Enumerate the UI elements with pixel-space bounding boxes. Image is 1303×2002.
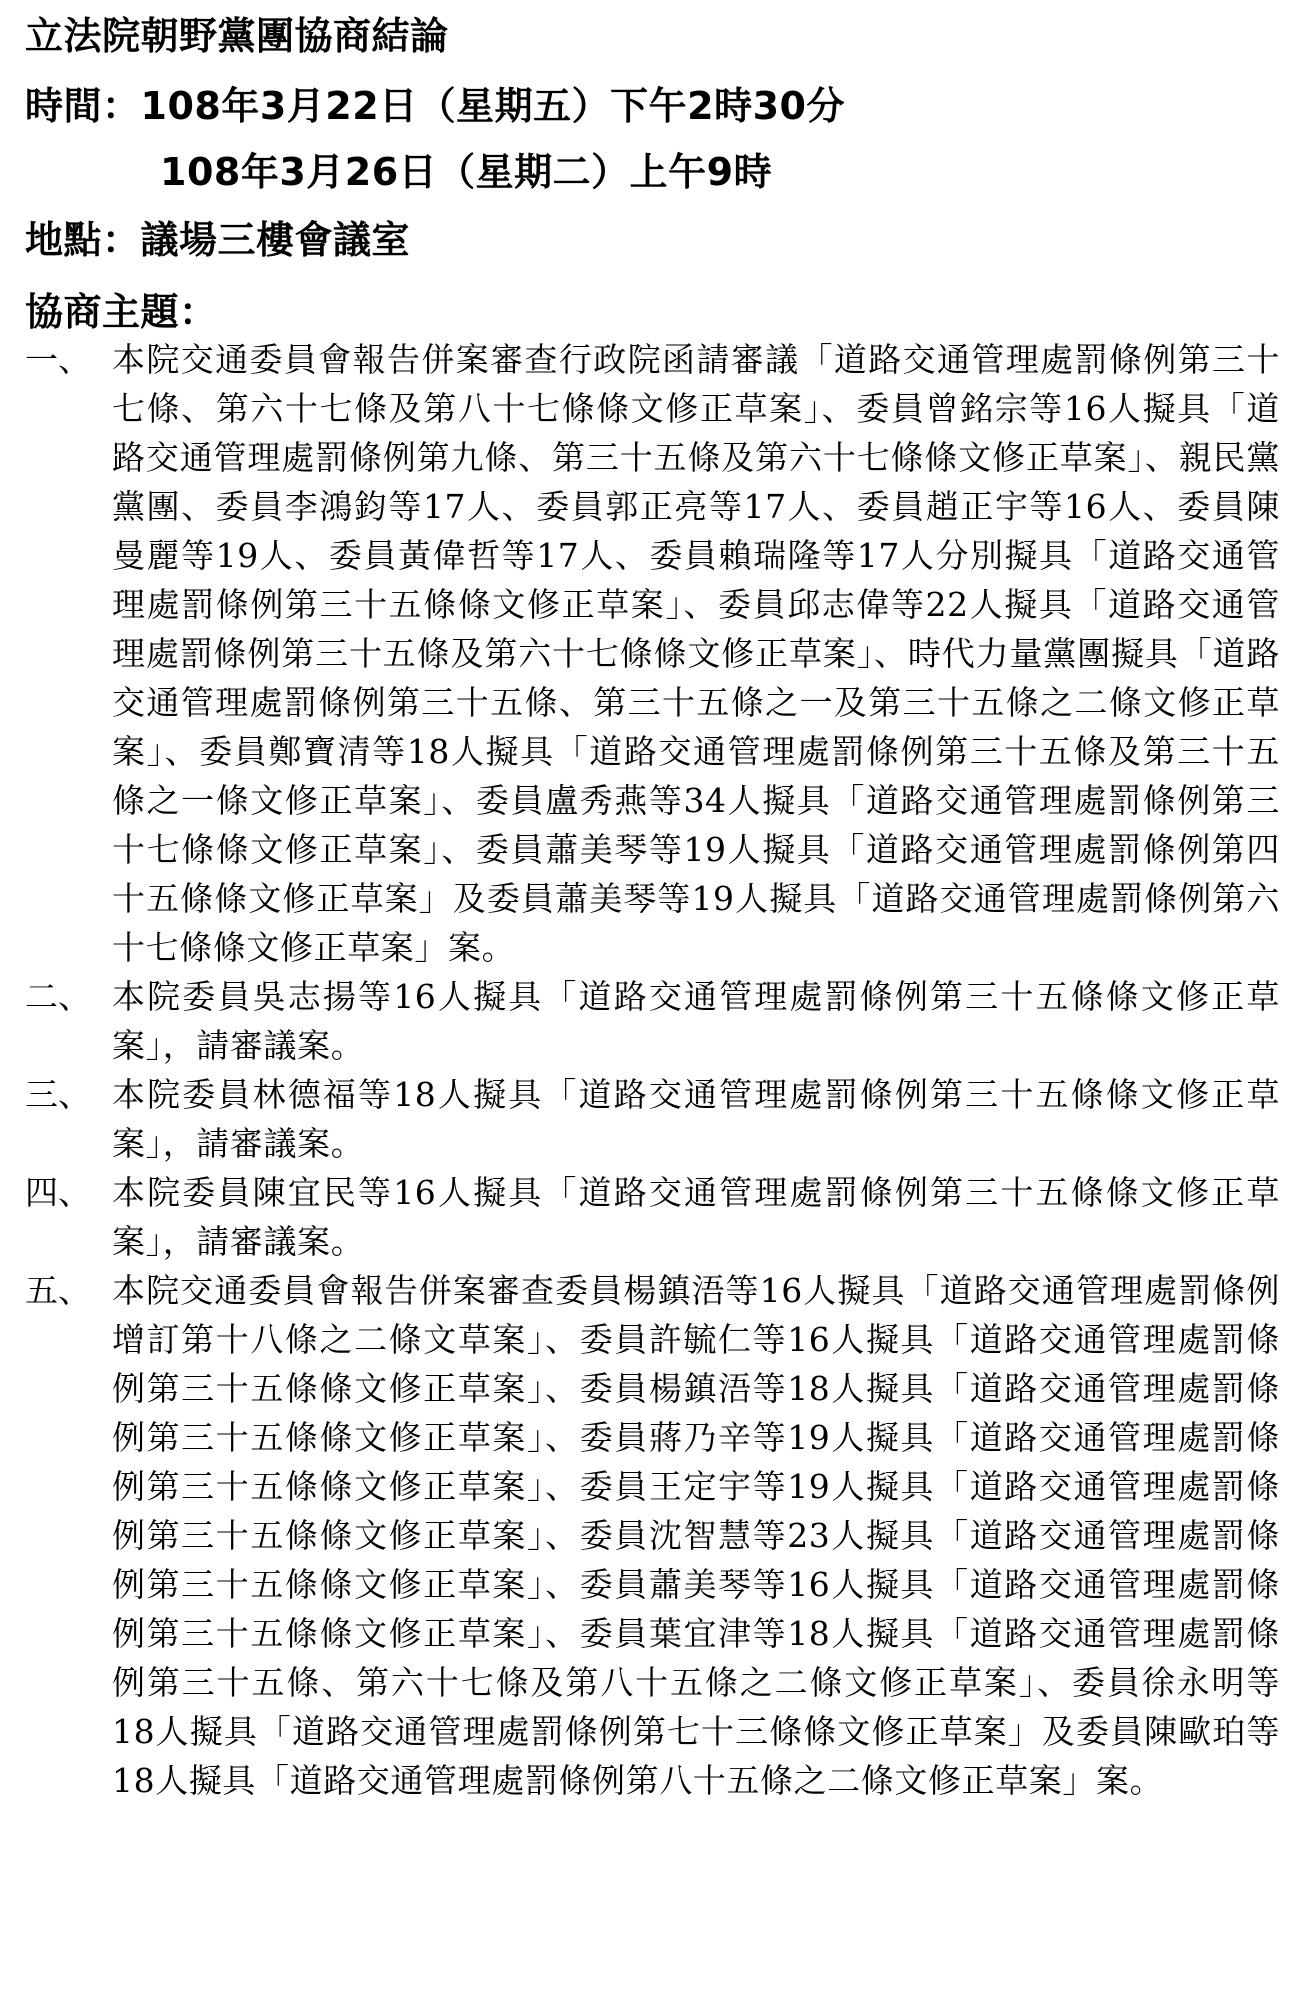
topic-item-5 (25, 1266, 1280, 1805)
meeting-time-line-2: 108年3月26日（星期二）上午9時 (160, 150, 773, 194)
topic-item-text: 本院委員林德福等18人擬具「道路交通管理處罰條例第三十五條條文修正草案」，請審議案。 (112, 1075, 1280, 1163)
topic-list (25, 335, 1280, 1805)
topic-item-number: 二、 (25, 977, 91, 1016)
topic-item-2 (25, 972, 1280, 1070)
topic-item-4 (25, 1168, 1280, 1266)
topic-item-number: 五、 (25, 1271, 91, 1310)
topic-item-text: 本院委員陳宜民等16人擬具「道路交通管理處罰條例第三十五條條文修正草案」，請審議案。 (112, 1173, 1280, 1261)
topic-item-number: 四、 (25, 1173, 91, 1212)
topic-item-text: 本院交通委員會報告併案審查委員楊鎮浯等16人擬具「道路交通管理處罰條例增訂第十八條之二條文草案」、委員許毓仁等16人擬具「道路交通管理處罰條例第三十五條條文修正草案」、委員楊鎮浯等18人擬具「道路交通管理處罰條例第三十五條條文修正草案」、委員蔣乃辛等19人擬具「道路交通管理處罰條例第三十五條條文修正草案」、委員王定宇等19人擬具「道路交通管理處罰條例第三十五條條文修正草案」、委員沈智慧等23人擬具「道路交通管理處罰條例第三十五條條文修正草案」、委員蕭美琴等16人擬具「道路交通管理處罰條例第三十五條條文修正草案」、委員葉宜津等18人擬具「道路交通管理處罰條例第三十五條、第六十七條及第八十五條之二條文修正草案」、委員徐永明等18人擬具「道路交通管理處罰條例第七十三條條文修正草案」及委員陳歐珀等18人擬具「道路交通管理處罰條例第八十五條之二條文修正草案」案。 (112, 1271, 1280, 1800)
topic-item-1 (25, 335, 1280, 972)
topic-item-text: 本院委員吳志揚等16人擬具「道路交通管理處罰條例第三十五條條文修正草案」，請審議案。 (112, 977, 1280, 1065)
topic-item-3 (25, 1070, 1280, 1168)
topic-heading: 協商主題： (25, 290, 218, 334)
meeting-place: 地點：議場三樓會議室 (25, 218, 411, 262)
topic-item-number: 一、 (25, 340, 91, 379)
meeting-time-line-1: 時間：108年3月22日（星期五）下午2時30分 (25, 84, 845, 128)
document-title: 立法院朝野黨團協商結論 (25, 14, 449, 58)
topic-item-number: 三、 (25, 1075, 91, 1114)
topic-item-text: 本院交通委員會報告併案審查行政院函請審議「道路交通管理處罰條例第三十七條、第六十七條及第八十七條條文修正草案」、委員曾銘宗等16人擬具「道路交通管理處罰條例第九條、第三十五條及第六十七條條文修正草案」、親民黨黨團、委員李鴻鈞等17人、委員郭正亮等17人、委員趙正宇等16人、委員陳曼麗等19人、委員黃偉哲等17人、委員賴瑞隆等17人分別擬具「道路交通管理處罰條例第三十五條條文修正草案」、委員邱志偉等22人擬具「道路交通管理處罰條例第三十五條及第六十七條條文修正草案」、時代力量黨團擬具「道路交通管理處罰條例第三十五條、第三十五條之一及第三十五條之二條文修正草案」、委員鄭寶清等18人擬具「道路交通管理處罰條例第三十五條及第三十五條之一條文修正草案」、委員盧秀燕等34人擬具「道路交通管理處罰條例第三十七條條文修正草案」、委員蕭美琴等19人擬具「道路交通管理處罰條例第四十五條條文修正草案」及委員蕭美琴等19人擬具「道路交通管理處罰條例第六十七條條文修正草案」案。 (112, 340, 1280, 967)
